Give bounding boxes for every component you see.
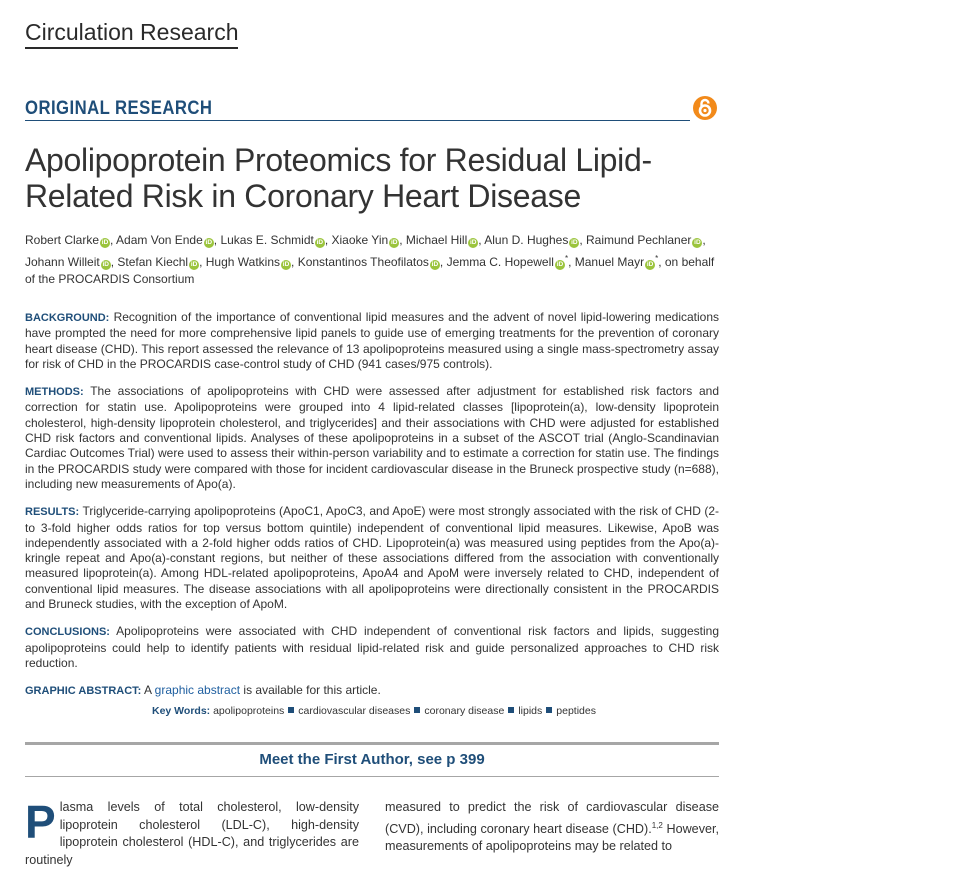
section-header — [25, 97, 690, 121]
journal-title[interactable]: Circulation Research — [25, 18, 238, 49]
keyword[interactable]: coronary disease — [424, 705, 505, 717]
open-access-icon — [692, 95, 718, 121]
keyword-separator-icon — [546, 707, 552, 713]
section-label: ORIGINAL RESEARCH — [25, 98, 213, 119]
conclusions-heading: CONCLUSIONS: — [25, 626, 110, 639]
abstract-background — [25, 310, 719, 372]
keyword[interactable]: lipids — [518, 705, 543, 717]
author-separator: , — [579, 233, 586, 247]
methods-text: The associations of apolipoproteins with CHD were assessed after adjustment for established risk factors and correction for statin use. Apolipoproteins were grouped into 4 lipid-related classes [lipoprotein(a), low-density lipoprotein cholesterol, high-density lipoprotein cholesterol, and triglycerides] and their associations with CHD were adjusted for established CHD risk factors and conventional lipids. Analyses of these apolipoproteins in a subset of the ASCOT trial (Anglo-Scandinavian Cardiac Outcomes Trial) were used to assess their within-person variability and to estimate a correction for statin use. The findings in the PROCARDIS study were compared with those for incident cardiovascular disease in the Bruneck prospective study (n=688), including new measurements of Apo(a). — [25, 384, 720, 491]
author-separator: , — [399, 233, 406, 247]
author-name[interactable]: Xiaoke Yin — [331, 233, 389, 247]
background-heading: BACKGROUND: — [25, 312, 110, 324]
author-name[interactable]: Robert Clarke — [25, 233, 100, 247]
keyword[interactable]: peptides — [556, 705, 596, 717]
author-separator: , — [110, 254, 118, 269]
article-title: Apolipoprotein Proteomics for Residual Lipid-Related Risk in Coronary Heart Disease — [25, 142, 652, 214]
author-name[interactable]: Johann Willeit — [25, 254, 100, 269]
equal-contribution-mark: * — [655, 253, 659, 263]
orcid-icon[interactable]: iD — [390, 239, 398, 246]
equal-contribution-mark: * — [564, 253, 569, 263]
keywords-label: Key Words: — [152, 705, 211, 717]
divider-top — [25, 742, 719, 745]
conclusions-text: Apolipoproteins were associated with CHD independent of conventional risk factors and lipids, suggesting apolipoproteins could help to identify patients with residual lipid-related risk and guide personalized approaches to CHD risk reduction. — [25, 624, 719, 670]
keyword-separator-icon — [288, 707, 294, 713]
author-separator: , — [213, 233, 221, 247]
body-column-2 — [385, 799, 719, 856]
results-heading: RESULTS: — [25, 506, 80, 519]
orcid-icon[interactable]: iD — [102, 260, 109, 268]
keyword-separator-icon — [508, 707, 514, 713]
keyword[interactable]: cardiovascular diseases — [298, 705, 411, 717]
author-name[interactable]: Lukas E. Schmidt — [220, 233, 314, 247]
author-separator: , — [702, 233, 706, 247]
body-text-1: lasma levels of total cholesterol, low-density lipoprotein cholesterol (LDL-C), high-density lipoprotein cholesterol (HDL-C), and triglycerides are routinely — [25, 800, 359, 867]
keyword[interactable]: apolipoproteins — [213, 705, 285, 717]
author-separator: , — [324, 233, 332, 247]
author-separator: , — [478, 233, 485, 247]
author-separator: , — [568, 254, 575, 269]
orcid-icon[interactable]: iD — [694, 239, 701, 246]
orcid-icon[interactable]: iD — [646, 260, 654, 268]
orcid-icon[interactable]: iD — [571, 239, 578, 246]
orcid-icon[interactable]: iD — [470, 239, 477, 246]
author-name[interactable]: Konstantinos Theofilatos — [297, 254, 429, 269]
author-name[interactable]: Michael Hill — [405, 233, 468, 247]
orcid-icon[interactable]: iD — [101, 239, 109, 246]
abstract-conclusions — [25, 624, 719, 671]
abstract-graphic — [25, 683, 719, 699]
author-separator: , — [291, 254, 298, 269]
drop-cap: P — [25, 796, 56, 848]
abstract-methods — [25, 384, 719, 492]
author-separator: , — [199, 254, 206, 269]
author-name[interactable]: Stefan Kiechl — [117, 254, 189, 269]
author-name[interactable]: Alun D. Hughes — [484, 233, 569, 247]
author-name[interactable]: Manuel Mayr — [574, 254, 645, 269]
author-name[interactable]: Hugh Watkins — [205, 254, 281, 269]
citation-superscript[interactable]: 1,2 — [651, 820, 663, 830]
author-name[interactable]: Jemma C. Hopewell — [446, 254, 554, 269]
methods-heading: METHODS: — [25, 386, 84, 399]
results-text: Triglyceride-carrying apolipoproteins (ApoC1, ApoC3, and ApoE) were most strongly associated with the risk of CHD (2- to 3-fold higher odds ratios for top versus bottom quintile) independent of conventional lipid measures. Likewise, ApoB was independently associated with a 2-fold higher odds ratios of CHD. Lipoprotein(a) was measured using peptides from the Apo(a)-kringle repeat and Apo(a)-constant regions, but neither of these associations differed from the association with conventionally measured lipoprotein(a). Among HDL-related apolipoproteins, ApoA4 and ApoM were inversely related to CHD, independent of conventional lipid measures. The disease associations with all apolipoproteins were directionally consistent in the PROCARDIS and Bruneck studies, with the exception of ApoM. — [25, 504, 720, 612]
keywords — [152, 705, 596, 717]
graphic-post: is available for this article. — [243, 683, 381, 698]
graphic-heading: GRAPHIC ABSTRACT: — [25, 685, 142, 698]
divider-bottom — [25, 776, 719, 777]
author-name[interactable]: Adam Von Ende — [116, 233, 203, 247]
abstract-results — [25, 504, 719, 612]
orcid-icon[interactable]: iD — [282, 260, 290, 268]
orcid-icon[interactable]: iD — [205, 239, 213, 246]
author-separator: , — [439, 254, 447, 269]
orcid-icon[interactable]: iD — [556, 260, 564, 268]
meet-first-author-link[interactable]: Meet the First Author, see p 399 — [259, 751, 485, 768]
graphic-pre: A — [143, 683, 152, 698]
orcid-icon[interactable]: iD — [431, 260, 439, 268]
body-column-1 — [25, 796, 359, 869]
author-list — [25, 232, 725, 289]
abstract — [25, 310, 719, 712]
body-text-2a: measured to predict the risk of cardiovascular disease (CVD), including coronary heart disease (CHD). — [385, 800, 719, 836]
orcid-icon[interactable]: iD — [190, 260, 198, 268]
graphic-abstract-link[interactable]: graphic abstract — [154, 683, 241, 698]
author-separator: , — [110, 233, 117, 247]
background-text: Recognition of the importance of conventional lipid measures and the advent of novel lipid-lowering medications have prompted the need for more comprehensive lipid panels to guide use of emerging treatments for the prevention of coronary heart disease (CHD). This report assessed the relevance of 13 apolipoproteins measured using a single mass-spectrometry assay for risk of CHD in the PROCARDIS case-control study of CHD (941 cases/975 controls). — [25, 310, 720, 371]
author-separator: , on behalf of the PROCARDIS Consortium — [25, 254, 715, 286]
body-text-2b: However, measurements of apolipoproteins may be related to — [385, 821, 719, 854]
orcid-icon[interactable]: iD — [316, 239, 324, 246]
keyword-separator-icon — [414, 707, 420, 713]
author-name[interactable]: Raimund Pechlaner — [585, 233, 692, 247]
